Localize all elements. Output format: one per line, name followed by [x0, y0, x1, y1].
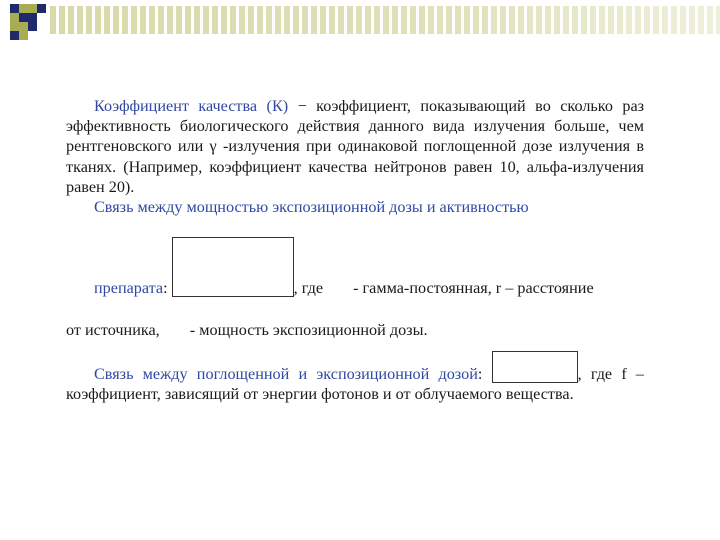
deco-square	[19, 4, 28, 13]
deco-square	[37, 4, 46, 13]
slide-content	[66, 96, 644, 404]
definition-dash: −	[297, 97, 307, 115]
formula-image-exposure-rate	[172, 237, 294, 297]
exposure-activity-heading: Связь между мощностью экспозиционной дозы и активностью	[94, 198, 529, 217]
deco-square	[10, 4, 19, 13]
quality-factor-term: Коэффициент качества (К)	[94, 97, 289, 115]
deco-square	[28, 13, 37, 22]
deco-square	[10, 31, 19, 40]
deco-square	[19, 22, 28, 31]
exposure-activity-paragraph	[66, 197, 644, 341]
absorbed-exposure-heading: Связь между поглощенной и экспозиционной дозой	[94, 364, 478, 383]
gamma-constant-text: - гамма-постоянная, r – расстояние	[353, 279, 594, 298]
formula-where: , где	[293, 279, 324, 298]
exposure-rate-text: - мощность экспозиционной дозы.	[189, 321, 428, 340]
f-coefficient-explanation: где f – коэффициент, зависящий от энергии фотонов и от облучаемого вещества.	[66, 364, 645, 403]
formula2-colon: :	[477, 364, 483, 383]
decorative-header-stripes	[50, 6, 720, 34]
formula-colon: :	[163, 279, 168, 298]
deco-square	[19, 31, 28, 40]
preparation-word: препарата	[94, 279, 164, 298]
quality-factor-paragraph	[66, 96, 644, 197]
deco-square	[10, 13, 19, 22]
distance-source-text: от источника,	[66, 321, 160, 340]
deco-square	[28, 22, 37, 31]
formula-image-absorbed-dose	[492, 351, 578, 383]
absorbed-exposure-paragraph	[66, 351, 644, 404]
deco-square	[10, 22, 19, 31]
deco-square	[28, 4, 37, 13]
formula2-comma: ,	[577, 364, 582, 383]
quality-factor-definition: коэффициент, показывающий во сколько раз эффективность биологического действия данного вида излучения больше, чем рентгеновского или γ -излучения при одинаковой поглощенной дозе излучения в тканях. (Например, коэффициент качества нейтронов равен 10, альфа-излучения равен 20).	[66, 97, 645, 196]
deco-square	[19, 13, 28, 22]
